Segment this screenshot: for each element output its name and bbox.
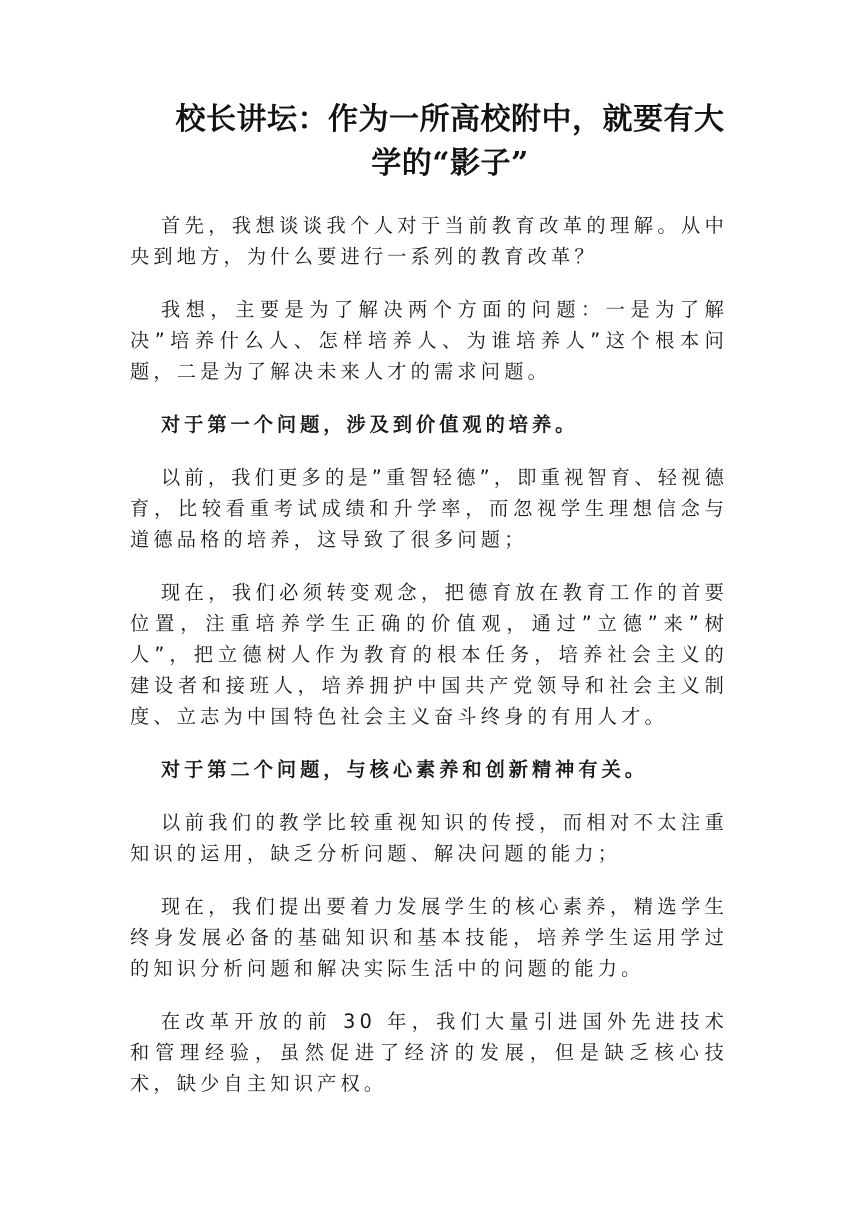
paragraph-3: 以前，我们更多的是”重智轻德”，即重视智育、轻视德育，比较看重考试成绩和升学率，而忽视学生理想信念与道德品格的培养，这导致了很多问题； [130, 466, 728, 551]
section-heading-1: 对于第一个问题，涉及到价值观的培养。 [161, 413, 579, 436]
paragraph-5: 以前我们的教学比较重视知识的传授，而相对不太注重知识的运用，缺乏分析问题、解决问题的能力； [130, 811, 728, 865]
document-title: 校长讲坛：作为一所高校附中，就要有大学的“影子” [175, 102, 725, 181]
paragraph-1: 首先，我想谈谈我个人对于当前教育改革的理解。从中央到地方，为什么要进行一系列的教育改革？ [130, 214, 728, 268]
paragraph-4: 现在，我们必须转变观念，把德育放在教育工作的首要位置，注重培养学生正确的价值观，通过”立德”来”树人”，把立德树人作为教育的根本任务，培养社会主义的建设者和接班人，培养拥护中国共产党领导和社会主义制度、立志为中国特色社会主义奋斗终身的有用人才。 [130, 581, 728, 728]
paragraph-6: 现在，我们提出要着力发展学生的核心素养，精选学生终身发展必备的基础知识和基本技能，培养学生运用学过的知识分析问题和解决实际生活中的问题的能力。 [130, 895, 728, 980]
section-heading-2: 对于第二个问题，与核心素养和创新精神有关。 [161, 758, 648, 781]
paragraph-2: 我想，主要是为了解决两个方面的问题：一是为了解决”培养什么人、怎样培养人、为谁培养人”这个根本问题，二是为了解决未来人才的需求问题。 [130, 298, 728, 383]
paragraph-7: 在改革开放的前 30 年，我们大量引进国外先进技术和管理经验，虽然促进了经济的发展，但是缺乏核心技术，缺少自主知识产权。 [130, 1010, 728, 1095]
document-page [130, 98, 728, 1121]
